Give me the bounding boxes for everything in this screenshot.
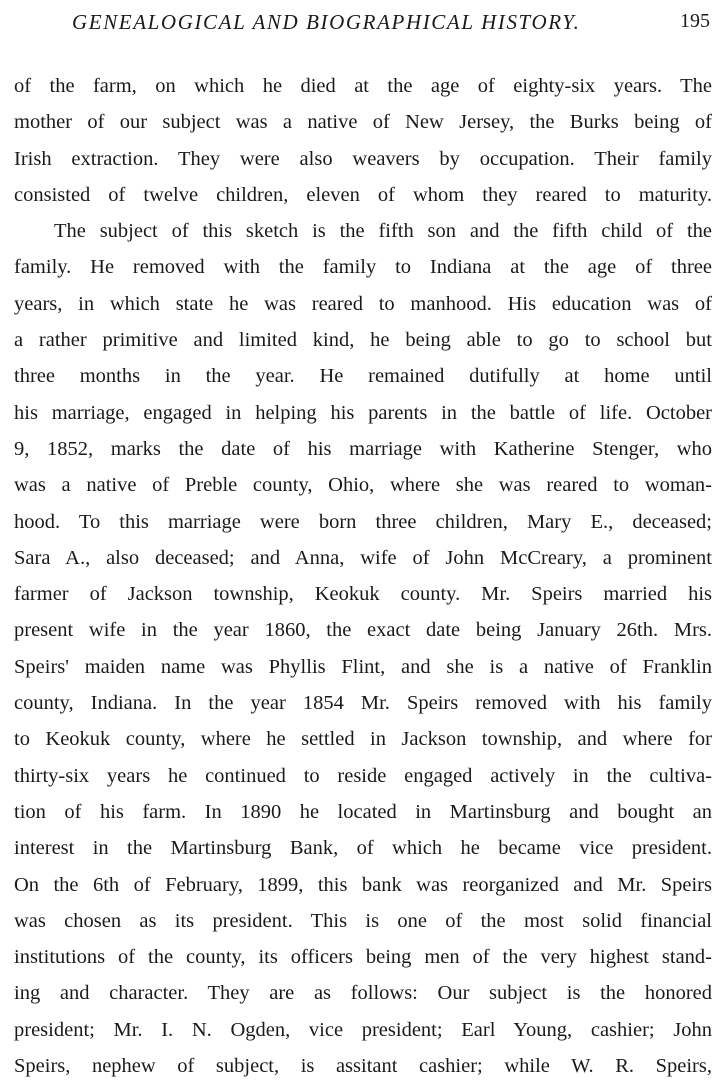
text-line: ing and character. They are as follows: Our subject is the honored	[14, 982, 712, 1005]
body-text	[14, 68, 712, 1084]
text-line: Speirs' maiden name was Phyllis Flint, and she is a native of Franklin	[14, 655, 712, 678]
page-number: 195	[680, 10, 710, 32]
page-header	[0, 8, 724, 38]
text-line: interest in the Martinsburg Bank, of which he became vice president.	[14, 837, 712, 860]
text-line: to Keokuk county, where he settled in Jackson township, and where for	[14, 728, 712, 751]
text-line: mother of our subject was a native of New Jersey, the Burks being of	[14, 111, 712, 134]
text-line: On the 6th of February, 1899, this bank was reorganized and Mr. Speirs	[14, 873, 712, 896]
text-line: president; Mr. I. N. Ogden, vice president; Earl Young, cashier; John	[14, 1018, 712, 1041]
text-line: a rather primitive and limited kind, he being able to go to school but	[14, 329, 712, 352]
text-line: Sara A., also deceased; and Anna, wife of John McCreary, a prominent	[14, 546, 712, 569]
text-line: tion of his farm. In 1890 he located in Martinsburg and bought an	[14, 800, 712, 823]
text-line: consisted of twelve children, eleven of whom they reared to maturity.	[14, 183, 712, 206]
text-line: was a native of Preble county, Ohio, where she was reared to woman-	[14, 474, 712, 497]
text-line: was chosen as its president. This is one of the most solid financial	[14, 909, 712, 932]
text-line: Irish extraction. They were also weavers by occupation. Their family	[14, 147, 712, 170]
text-line: hood. To this marriage were born three children, Mary E., deceased;	[14, 510, 712, 533]
text-line: farmer of Jackson township, Keokuk county. Mr. Speirs married his	[14, 583, 712, 606]
text-line: The subject of this sketch is the fifth son and the fifth child of the	[54, 220, 712, 243]
text-line: institutions of the county, its officers being men of the very highest stand-	[14, 946, 712, 969]
text-line: family. He removed with the family to Indiana at the age of three	[14, 256, 712, 279]
text-line: county, Indiana. In the year 1854 Mr. Speirs removed with his family	[14, 692, 712, 715]
text-line: his marriage, engaged in helping his parents in the battle of life. October	[14, 401, 712, 424]
text-line: three months in the year. He remained dutifully at home until	[14, 365, 712, 388]
text-line: years, in which state he was reared to manhood. His education was of	[14, 292, 712, 315]
text-line: thirty-six years he continued to reside engaged actively in the cultiva-	[14, 764, 712, 787]
text-line: present wife in the year 1860, the exact date being January 26th. Mrs.	[14, 619, 712, 642]
text-line: Speirs, nephew of subject, is assitant cashier; while W. R. Speirs,	[14, 1055, 712, 1078]
text-line: of the farm, on which he died at the age of eighty-six years. The	[14, 75, 712, 97]
running-title: GENEALOGICAL AND BIOGRAPHICAL HISTORY.	[72, 10, 581, 34]
text-line: 9, 1852, marks the date of his marriage with Katherine Stenger, who	[14, 437, 712, 460]
